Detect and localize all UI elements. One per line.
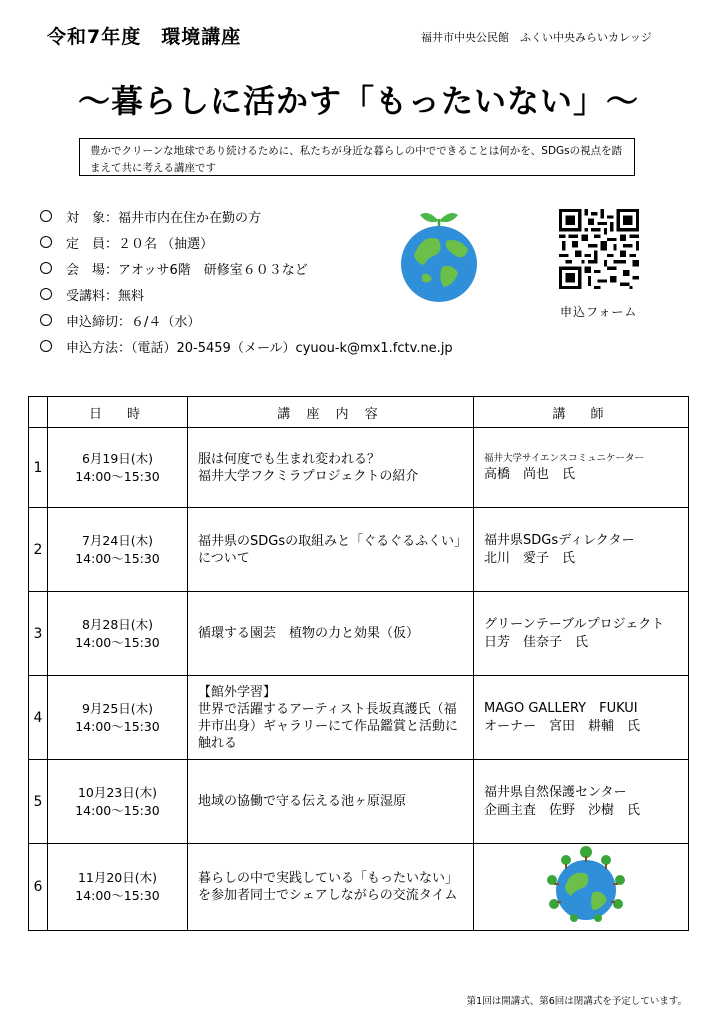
trees-globe-icon	[541, 844, 631, 924]
session-datetime: 9月25日(木) 14:00～15:30	[48, 676, 188, 760]
session-content: 循環する園芸 植物の力と効果（仮）	[188, 592, 474, 676]
description-box: 豊かでクリーンな地球であり続けるために、私たちが身近な暮らしの中でできることは何かを、SDGsの視点を踏まえて共に考える講座です	[79, 138, 635, 176]
session-datetime: 6月19日(木) 14:00～15:30	[48, 428, 188, 508]
table-row	[29, 676, 689, 760]
session-lecturer: 福井大学サイエンスコミュニケーター 高橋 尚也 氏	[474, 428, 689, 508]
course-year-title: 令和7年度 環境講座	[47, 26, 242, 48]
session-number: 2	[29, 508, 48, 592]
session-datetime: 10月23日(木) 14:00～15:30	[48, 760, 188, 844]
qr-code-icon[interactable]	[559, 209, 639, 289]
table-row	[29, 592, 689, 676]
session-lecturer: グリーンテーブルプロジェクト 日芳 佳奈子 氏	[474, 592, 689, 676]
info-item-apply-method: 申込方法：（電話）20-5459（メール）cyuou-k@mx1.fctv.ne.jp	[40, 333, 520, 359]
session-number: 1	[29, 428, 48, 508]
session-number: 3	[29, 592, 48, 676]
qr-label: 申込フォーム	[560, 305, 638, 319]
table-row	[29, 844, 689, 931]
circle-bullet-icon	[40, 236, 52, 248]
table-row	[29, 428, 689, 508]
session-content: 地域の協働で守る伝える池ヶ原湿原	[188, 760, 474, 844]
session-lecturer: MAGO GALLERY FUKUI オーナー 宮田 耕輔 氏	[474, 676, 689, 760]
circle-bullet-icon	[40, 340, 52, 352]
table-header-row	[29, 397, 689, 428]
info-item-fee: 受講料：無料	[40, 281, 520, 307]
session-lecturer: 福井県SDGsディレクター 北川 愛子 氏	[474, 508, 689, 592]
page-title: ～暮らしに活かす「もったいない」～	[78, 82, 640, 120]
session-datetime: 11月20日(木) 14:00～15:30	[48, 844, 188, 931]
session-content: 服は何度でも生まれ変われる？ 福井大学フクミラプロジェクトの紹介	[188, 428, 474, 508]
session-number: 6	[29, 844, 48, 931]
session-datetime: 8月28日(木) 14:00～15:30	[48, 592, 188, 676]
info-item-venue: 会 場：アオッサ6階 研修室６０３など	[40, 255, 520, 281]
session-content: 【館外学習】 世界で活躍するアーティスト長坂真護氏（福井市出身）ギャラリーにて作品鑑賞と活動に触れる	[188, 676, 474, 760]
session-number: 4	[29, 676, 48, 760]
sprout-globe-icon	[398, 205, 480, 303]
info-item-target: 対 象：福井市内在住か在勤の方	[40, 203, 520, 229]
session-lecturer: 福井県自然保護センター 企画主査 佐野 沙樹 氏	[474, 760, 689, 844]
info-item-capacity: 定 員：２０名 （抽選）	[40, 229, 520, 255]
schedule-table	[28, 396, 689, 931]
session-datetime: 7月24日(木) 14:00～15:30	[48, 508, 188, 592]
header-num	[29, 397, 48, 428]
session-lecturer	[474, 844, 689, 931]
session-number: 5	[29, 760, 48, 844]
footer-note: 第1回は開講式、第6回は閉講式を予定しています。	[466, 996, 687, 1007]
header-content: 講 座 内 容	[188, 397, 474, 428]
organizer-name: 福井市中央公民館 ふくい中央みらいカレッジ	[421, 31, 652, 44]
circle-bullet-icon	[40, 262, 52, 274]
session-content: 暮らしの中で実践している「もったいない」を参加者同士でシェアしながらの交流タイム	[188, 844, 474, 931]
info-item-deadline: 申込締切：６/４（水）	[40, 307, 520, 333]
header-date: 日 時	[48, 397, 188, 428]
header-lecturer: 講 師	[474, 397, 689, 428]
circle-bullet-icon	[40, 288, 52, 300]
table-row	[29, 760, 689, 844]
table-row	[29, 508, 689, 592]
circle-bullet-icon	[40, 210, 52, 222]
circle-bullet-icon	[40, 314, 52, 326]
session-content: 福井県のSDGsの取組みと「ぐるぐるふくい」について	[188, 508, 474, 592]
